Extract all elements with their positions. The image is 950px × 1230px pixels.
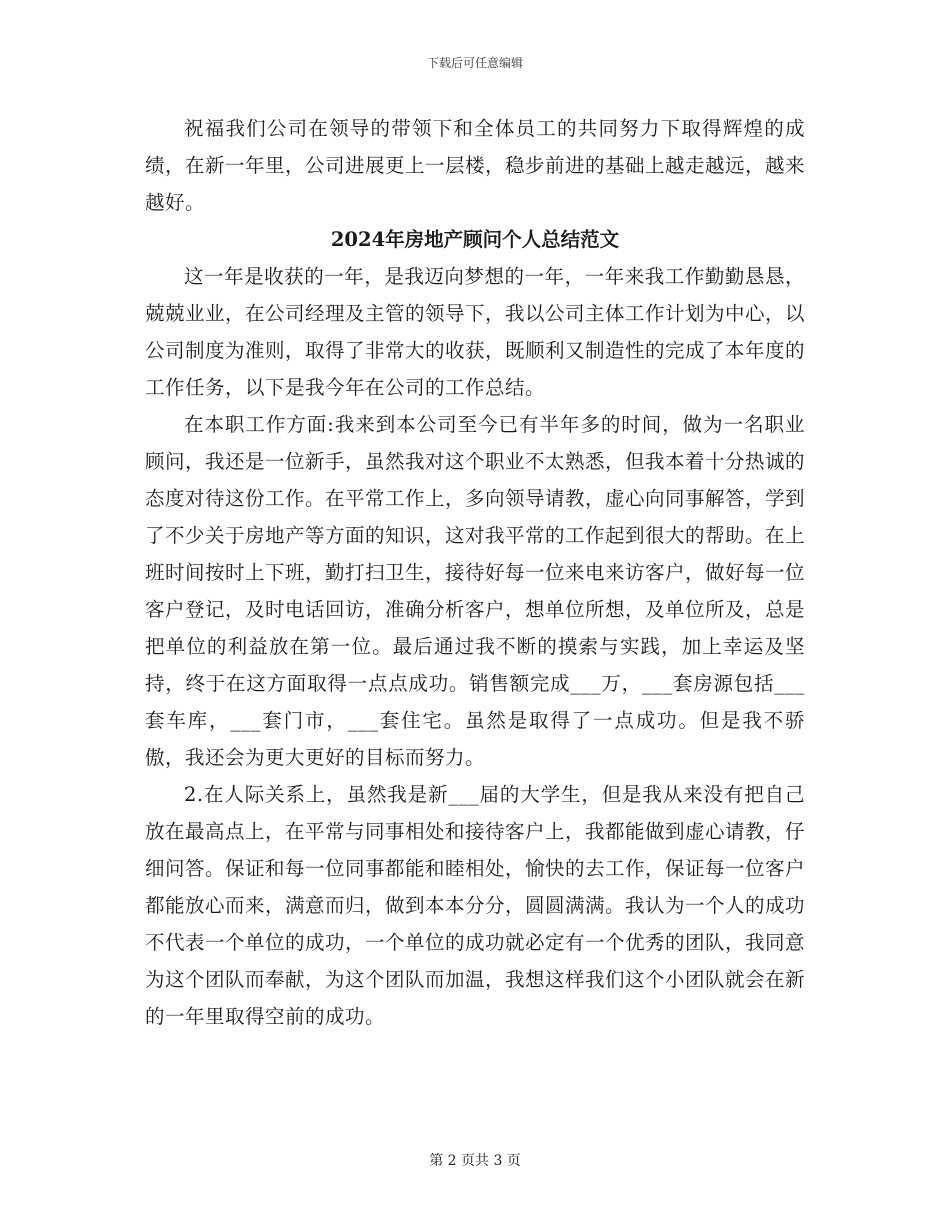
document-title: 2024年房地产顾问个人总结范文 [330,228,620,251]
paragraph-intro: 这一年是收获的一年，是我迈向梦想的一年，一年来我工作勤勤恳恳，兢兢业业，在公司经理及主管的领导下，我以公司主体工作计划为中心，以公司制度为准则，取得了非常大的收获，既顺利又制造性的完成了本年度的工作任务，以下是我今年在公司的工作总结。 [145,265,806,399]
paragraph-job-duties: 在本职工作方面:我来到本公司至今已有半年多的时间，做为一名职业顾问，我还是一位新手，虽然我对这个职业不太熟悉，但我本着十分热诚的态度对待这份工作。在平常工作上，多向领导请教，虚心向同事解答，学到了不少关于房地产等方面的知识，这对我平常的工作起到很大的帮助。在上班时间按时上下班，勤打扫卫生，接待好每一位来电来访客户，做好每一位客户登记，及时电话回访，准确分析客户，想单位所想，及单位所及，总是把单位的利益放在第一位。最后通过我不断的摸索与实践，加上幸运及坚持，终于在这方面取得一点点成功。销售额完成___万，___套房源包括___套车库，___套门市，___套住宅。虽然是取得了一点成功。但是我不骄傲，我还会为更大更好的目标而努力。 [145,413,806,769]
paragraph-closing-wish: 祝福我们公司在领导的带领下和全体员工的共同努力下取得辉煌的成绩，在新一年里，公司进展更上一层楼，稳步前进的基础上越走越远，越来越好。 [145,117,806,214]
document-body [145,110,805,1035]
paragraph-relationships: 2.在人际关系上，虽然我是新___届的大学生，但是我从来没有把自己放在最高点上，在平常与同事相处和接待客户上，我都能做到虚心请教，仔细问答。保证和每一位同事都能和睦相处，愉快的去工作，保证每一位客户都能放心而来，满意而归，做到本本分分，圆圆满满。我认为一个人的成功不代表一个单位的成功，一个单位的成功就必定有一个优秀的团队，我同意为这个团队而奉献，为这个团队而加温，我想这样我们这个小团队就会在新的一年里取得空前的成功。 [145,783,806,1028]
page-number: 第 2 页共 3 页 [429,1153,521,1169]
page-header: 下载后可任意编辑 [426,56,523,70]
